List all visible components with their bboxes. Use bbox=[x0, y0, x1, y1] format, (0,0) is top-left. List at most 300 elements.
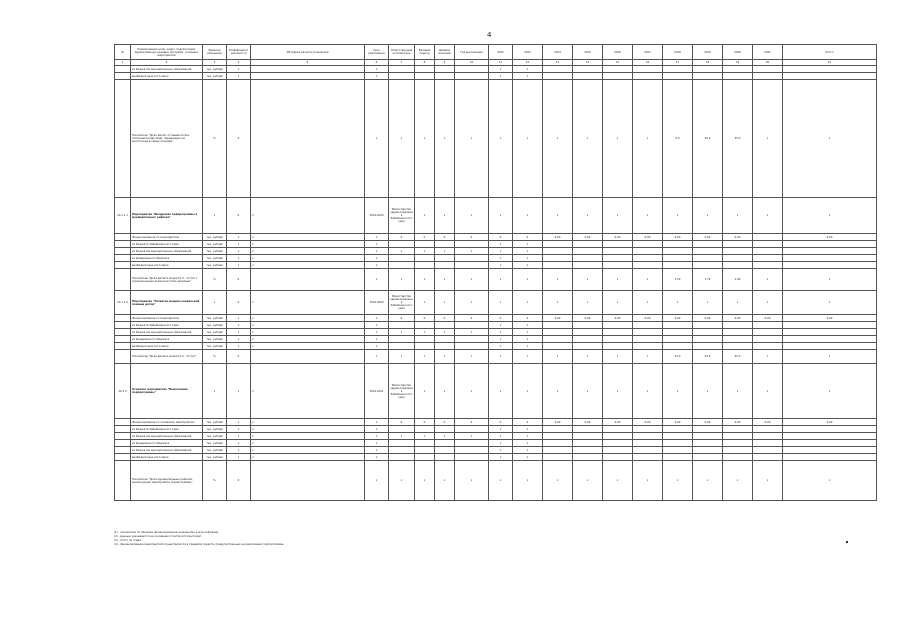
table-cell: 0 bbox=[455, 234, 489, 241]
table-cell bbox=[115, 255, 131, 262]
table-cell bbox=[435, 336, 455, 343]
table-cell bbox=[723, 322, 753, 329]
table-cell: 0,00 bbox=[723, 234, 753, 241]
table-cell bbox=[389, 336, 415, 343]
table-cell: х bbox=[365, 315, 389, 322]
table-cell: х bbox=[513, 447, 543, 454]
table-cell: 0 bbox=[389, 234, 415, 241]
table-cell bbox=[723, 241, 753, 248]
table-cell bbox=[693, 248, 723, 255]
table-cell bbox=[693, 440, 723, 447]
program-indicators-table bbox=[114, 44, 877, 501]
table-cell: 50,0 bbox=[693, 80, 723, 198]
table-cell bbox=[435, 241, 455, 248]
table-cell: 0 bbox=[227, 80, 251, 198]
table-cell bbox=[693, 329, 723, 336]
table-cell: х bbox=[227, 255, 251, 262]
table-cell: х bbox=[227, 322, 251, 329]
table-cell: 0,00 bbox=[573, 419, 603, 426]
table-cell: х bbox=[365, 454, 389, 461]
table-cell: х bbox=[415, 433, 435, 440]
table-cell bbox=[783, 447, 877, 454]
table-cell bbox=[603, 447, 633, 454]
table-cell: х bbox=[489, 454, 513, 461]
table-cell bbox=[753, 440, 783, 447]
column-index-cell: 15 bbox=[603, 60, 633, 66]
table-cell: 0,00 bbox=[603, 234, 633, 241]
table-cell bbox=[435, 262, 455, 269]
table-cell bbox=[633, 66, 663, 73]
table-cell bbox=[573, 255, 603, 262]
table-cell: 0 bbox=[227, 461, 251, 501]
table-cell: 0 bbox=[389, 315, 415, 322]
table-cell: 0,00 bbox=[633, 315, 663, 322]
table-row bbox=[115, 350, 877, 364]
table-cell: 55,0 bbox=[723, 350, 753, 364]
column-index-cell: 10 bbox=[455, 60, 489, 66]
table-cell bbox=[753, 329, 783, 336]
table-cell: тыс. рублей bbox=[203, 262, 227, 269]
table-cell: х bbox=[663, 291, 693, 315]
table-cell: х bbox=[227, 315, 251, 322]
table-cell: х bbox=[251, 336, 365, 343]
table-cell bbox=[693, 447, 723, 454]
table-row bbox=[115, 255, 877, 262]
table-cell bbox=[115, 454, 131, 461]
table-cell bbox=[783, 336, 877, 343]
table-cell: х bbox=[365, 80, 389, 198]
row-title-cell: из федерального бюджета bbox=[131, 336, 203, 343]
table-cell: х bbox=[513, 329, 543, 336]
table-cell: х bbox=[603, 350, 633, 364]
table-cell bbox=[251, 350, 365, 364]
table-cell bbox=[389, 343, 415, 350]
table-cell: х bbox=[753, 461, 783, 501]
table-cell: 0,00 bbox=[543, 234, 573, 241]
table-cell bbox=[633, 262, 663, 269]
column-header: 2013 bbox=[513, 45, 543, 60]
table-cell: х bbox=[365, 322, 389, 329]
table-cell bbox=[389, 440, 415, 447]
table-cell bbox=[603, 66, 633, 73]
table-cell bbox=[115, 269, 131, 291]
table-cell: х bbox=[489, 80, 513, 198]
table-cell bbox=[783, 73, 877, 80]
table-cell: тыс. рублей bbox=[203, 322, 227, 329]
table-cell bbox=[251, 461, 365, 501]
table-cell: тыс. рублей bbox=[203, 336, 227, 343]
column-header: Коэффициент значимости bbox=[227, 45, 251, 60]
table-cell: х bbox=[543, 350, 573, 364]
table-cell: 0,00 bbox=[693, 315, 723, 322]
table-cell: х bbox=[435, 350, 455, 364]
table-cell bbox=[415, 447, 435, 454]
table-cell: х bbox=[573, 350, 603, 364]
table-cell bbox=[573, 248, 603, 255]
table-cell bbox=[693, 322, 723, 329]
table-cell: тыс. рублей bbox=[203, 315, 227, 322]
table-cell bbox=[573, 440, 603, 447]
table-row bbox=[115, 241, 877, 248]
table-cell: х bbox=[753, 80, 783, 198]
table-cell: 2019-2021 bbox=[365, 364, 389, 419]
table-cell bbox=[415, 255, 435, 262]
table-cell bbox=[663, 343, 693, 350]
table-cell bbox=[435, 322, 455, 329]
table-cell bbox=[753, 447, 783, 454]
table-cell: х bbox=[227, 440, 251, 447]
table-cell bbox=[603, 433, 633, 440]
table-cell: тыс. рублей bbox=[203, 426, 227, 433]
table-cell: 0,00 bbox=[663, 315, 693, 322]
table-cell: х bbox=[753, 198, 783, 234]
table-cell bbox=[633, 433, 663, 440]
table-cell: х bbox=[543, 80, 573, 198]
table-cell: 0,0 bbox=[663, 80, 693, 198]
table-cell bbox=[753, 66, 783, 73]
table-cell bbox=[753, 234, 783, 241]
table-cell bbox=[573, 322, 603, 329]
table-cell bbox=[389, 255, 415, 262]
table-cell bbox=[389, 241, 415, 248]
table-cell bbox=[115, 329, 131, 336]
table-cell bbox=[753, 343, 783, 350]
table-row bbox=[115, 440, 877, 447]
table-cell: х bbox=[603, 269, 633, 291]
table-cell: 2019-2020 bbox=[365, 198, 389, 234]
table-cell: 0,00 bbox=[603, 419, 633, 426]
row-title-cell: Мероприятие "Развитие медико-социальной помощи детям" bbox=[131, 291, 203, 315]
row-title-cell: из бюджета Забайкальского края bbox=[131, 426, 203, 433]
table-cell: тыс. рублей bbox=[203, 241, 227, 248]
table-cell bbox=[415, 454, 435, 461]
table-cell bbox=[115, 262, 131, 269]
table-cell: х bbox=[365, 241, 389, 248]
table-cell: х bbox=[603, 364, 633, 419]
table-cell: х bbox=[693, 291, 723, 315]
table-cell bbox=[415, 426, 435, 433]
table-cell bbox=[455, 343, 489, 350]
table-cell bbox=[723, 454, 753, 461]
row-title-cell: Основное мероприятие "Выполнение подпрограммы" bbox=[131, 364, 203, 419]
column-index-cell: 2 bbox=[131, 60, 203, 66]
table-cell: х bbox=[513, 66, 543, 73]
table-cell: х bbox=[753, 350, 783, 364]
row-title-cell: Финансирование по мероприятию bbox=[131, 234, 203, 241]
column-index-cell: 20 bbox=[753, 60, 783, 66]
table-cell bbox=[543, 241, 573, 248]
table-cell: х bbox=[663, 364, 693, 419]
table-cell: тыс. рублей bbox=[203, 255, 227, 262]
table-cell: х bbox=[251, 329, 365, 336]
table-cell bbox=[251, 80, 365, 198]
table-cell: х bbox=[365, 248, 389, 255]
column-header: Наименование цели, задач, подпрограмм, ведомственных целевых программ, основных мероприятий bbox=[131, 45, 203, 60]
row-title-cell: Показатель "Доля муниципальных районов, реализующих мероприятия подпрограммы" bbox=[131, 461, 203, 501]
table-cell bbox=[663, 262, 693, 269]
table-cell bbox=[603, 262, 633, 269]
table-cell bbox=[603, 255, 633, 262]
table-cell: 0,00 bbox=[783, 234, 877, 241]
table-cell: х bbox=[455, 433, 489, 440]
table-cell: х bbox=[489, 262, 513, 269]
table-cell: х bbox=[365, 262, 389, 269]
row-title-cell: Показатель "Доля детей в возрасте 0 - 17 лет с ограниченными возможностями здоровья" bbox=[131, 269, 203, 291]
row-title-cell: из бюджетов муниципальных образований bbox=[131, 248, 203, 255]
scan-mark bbox=[846, 541, 848, 543]
table-cell: х bbox=[489, 241, 513, 248]
table-cell: 1,90 bbox=[723, 269, 753, 291]
table-cell bbox=[633, 426, 663, 433]
column-header: 2015 bbox=[573, 45, 603, 60]
table-cell: х bbox=[435, 198, 455, 234]
table-cell: х bbox=[389, 461, 415, 501]
table-cell bbox=[251, 73, 365, 80]
table-cell: тыс. рублей bbox=[203, 73, 227, 80]
table-cell: х bbox=[513, 248, 543, 255]
table-cell: х bbox=[435, 364, 455, 419]
table-cell: х bbox=[693, 364, 723, 419]
table-cell: х bbox=[415, 80, 435, 198]
table-cell bbox=[455, 426, 489, 433]
table-cell bbox=[543, 426, 573, 433]
table-cell bbox=[633, 241, 663, 248]
table-cell: 0 bbox=[489, 315, 513, 322]
table-cell bbox=[455, 262, 489, 269]
table-cell: 0 bbox=[227, 269, 251, 291]
table-cell bbox=[115, 419, 131, 426]
table-header-row bbox=[115, 45, 877, 60]
table-cell: х bbox=[455, 198, 489, 234]
table-cell: х bbox=[489, 350, 513, 364]
table-cell: х bbox=[251, 322, 365, 329]
table-cell bbox=[435, 440, 455, 447]
table-cell: х bbox=[753, 269, 783, 291]
table-cell: х bbox=[723, 291, 753, 315]
table-cell bbox=[389, 322, 415, 329]
table-cell bbox=[723, 440, 753, 447]
table-cell: х bbox=[783, 80, 877, 198]
table-cell: х bbox=[663, 461, 693, 501]
table-cell bbox=[115, 241, 131, 248]
table-cell bbox=[603, 322, 633, 329]
table-cell bbox=[753, 426, 783, 433]
table-cell: х bbox=[489, 426, 513, 433]
table-cell: х bbox=[513, 255, 543, 262]
row-title-cell: из бюджета Забайкальского края bbox=[131, 322, 203, 329]
table-cell: х bbox=[513, 433, 543, 440]
table-cell bbox=[693, 262, 723, 269]
footnote: (2) - данные указываются на основании отчетов исполнителей bbox=[114, 535, 201, 538]
row-title-cell: из бюджета Забайкальского края bbox=[131, 241, 203, 248]
table-cell bbox=[663, 329, 693, 336]
table-cell bbox=[543, 329, 573, 336]
row-title-cell: внебюджетные источники bbox=[131, 262, 203, 269]
table-cell: х bbox=[365, 426, 389, 433]
table-cell: х bbox=[415, 291, 435, 315]
table-cell bbox=[573, 329, 603, 336]
table-cell: Министерство здравоохранения Забайкальского края bbox=[389, 198, 415, 234]
table-cell bbox=[115, 234, 131, 241]
table-cell bbox=[435, 255, 455, 262]
table-cell bbox=[723, 255, 753, 262]
table-cell: х bbox=[415, 329, 435, 336]
column-index-cell: 9 bbox=[435, 60, 455, 66]
table-cell bbox=[603, 336, 633, 343]
table-cell: 0,00 bbox=[633, 419, 663, 426]
table-cell: х bbox=[251, 198, 365, 234]
table-cell: х bbox=[227, 433, 251, 440]
table-row bbox=[115, 198, 877, 234]
table-cell: х bbox=[783, 461, 877, 501]
table-cell bbox=[603, 426, 633, 433]
table-cell: х bbox=[489, 322, 513, 329]
table-cell: х bbox=[251, 440, 365, 447]
table-cell: х bbox=[455, 329, 489, 336]
table-cell: х bbox=[455, 269, 489, 291]
table-cell bbox=[435, 343, 455, 350]
table-cell bbox=[783, 241, 877, 248]
table-cell: 0 bbox=[415, 315, 435, 322]
table-cell bbox=[435, 447, 455, 454]
table-cell bbox=[115, 322, 131, 329]
table-cell: 0 bbox=[227, 198, 251, 234]
table-cell: х bbox=[489, 73, 513, 80]
page-number: 4 bbox=[487, 31, 492, 39]
table-cell bbox=[435, 426, 455, 433]
table-cell: х bbox=[489, 248, 513, 255]
table-cell: х bbox=[365, 329, 389, 336]
table-cell: х bbox=[633, 291, 663, 315]
table-cell: х bbox=[513, 454, 543, 461]
table-cell: х bbox=[489, 447, 513, 454]
table-cell: % bbox=[203, 350, 227, 364]
table-cell bbox=[115, 343, 131, 350]
table-cell bbox=[455, 66, 489, 73]
table-cell: х bbox=[365, 447, 389, 454]
column-header: 2019 bbox=[693, 45, 723, 60]
table-cell: 0,00 bbox=[633, 234, 663, 241]
table-cell bbox=[115, 440, 131, 447]
table-cell: 10.1.3 bbox=[115, 364, 131, 419]
row-title-cell: внебюджетные источники bbox=[131, 343, 203, 350]
table-cell: х bbox=[455, 80, 489, 198]
table-cell: х bbox=[573, 198, 603, 234]
table-cell bbox=[633, 248, 663, 255]
table-cell bbox=[663, 66, 693, 73]
table-cell: х bbox=[783, 364, 877, 419]
table-cell: х bbox=[783, 198, 877, 234]
table-cell: х bbox=[513, 336, 543, 343]
table-cell bbox=[115, 336, 131, 343]
table-cell: х bbox=[203, 291, 227, 315]
table-cell: 0,00 bbox=[573, 315, 603, 322]
row-title-cell: из бюджетов муниципальных образований bbox=[131, 66, 203, 73]
table-cell: х bbox=[513, 198, 543, 234]
table-cell bbox=[573, 426, 603, 433]
table-cell: х bbox=[633, 269, 663, 291]
table-cell bbox=[663, 322, 693, 329]
table-cell bbox=[389, 447, 415, 454]
row-title-cell: из федерального бюджета bbox=[131, 255, 203, 262]
table-cell bbox=[455, 454, 489, 461]
table-row bbox=[115, 336, 877, 343]
table-cell: х bbox=[203, 364, 227, 419]
table-cell: х bbox=[489, 433, 513, 440]
table-cell: х bbox=[365, 461, 389, 501]
table-cell bbox=[455, 447, 489, 454]
table-cell: х bbox=[723, 461, 753, 501]
table-cell bbox=[543, 66, 573, 73]
table-cell bbox=[543, 343, 573, 350]
column-index-cell: 7 bbox=[389, 60, 415, 66]
table-cell: 0 bbox=[513, 419, 543, 426]
table-cell bbox=[753, 255, 783, 262]
table-cell: х bbox=[513, 73, 543, 80]
table-cell: тыс. рублей bbox=[203, 454, 227, 461]
table-cell bbox=[783, 66, 877, 73]
table-cell: 0 bbox=[435, 419, 455, 426]
table-cell bbox=[693, 255, 723, 262]
column-header: Итого bbox=[783, 45, 877, 60]
table-cell: х bbox=[603, 80, 633, 198]
table-cell: 0 bbox=[513, 315, 543, 322]
table-cell: х bbox=[389, 433, 415, 440]
table-cell bbox=[633, 454, 663, 461]
table-cell: х bbox=[723, 198, 753, 234]
table-cell: х bbox=[573, 80, 603, 198]
table-cell bbox=[455, 255, 489, 262]
table-cell: х bbox=[227, 454, 251, 461]
table-cell bbox=[573, 66, 603, 73]
table-cell: х bbox=[633, 461, 663, 501]
table-cell: 0,00 bbox=[783, 315, 877, 322]
table-cell: х bbox=[513, 343, 543, 350]
table-cell bbox=[783, 329, 877, 336]
table-cell: х bbox=[435, 291, 455, 315]
table-cell: х bbox=[435, 461, 455, 501]
table-cell bbox=[543, 440, 573, 447]
table-cell: х bbox=[753, 291, 783, 315]
table-cell: х bbox=[513, 241, 543, 248]
table-row bbox=[115, 433, 877, 440]
table-cell: х bbox=[227, 73, 251, 80]
column-index-cell: 4 bbox=[227, 60, 251, 66]
table-cell bbox=[693, 66, 723, 73]
table-cell bbox=[415, 343, 435, 350]
row-title-cell: Мероприятие "Внедрение подпрограммы в муниципальных районах" bbox=[131, 198, 203, 234]
table-cell bbox=[415, 262, 435, 269]
table-cell: 0 bbox=[489, 234, 513, 241]
table-cell: х bbox=[365, 433, 389, 440]
table-cell: 0 bbox=[435, 315, 455, 322]
table-cell: 0,00 bbox=[663, 419, 693, 426]
table-row bbox=[115, 426, 877, 433]
table-cell: х bbox=[203, 198, 227, 234]
table-cell bbox=[633, 343, 663, 350]
table-cell: тыс. рублей bbox=[203, 343, 227, 350]
table-cell: % bbox=[203, 269, 227, 291]
table-cell: 0 bbox=[455, 419, 489, 426]
table-cell: х bbox=[227, 329, 251, 336]
table-cell: х bbox=[489, 343, 513, 350]
table-cell bbox=[753, 433, 783, 440]
row-title-cell: внебюджетные источники bbox=[131, 73, 203, 80]
table-cell bbox=[633, 255, 663, 262]
table-cell: х bbox=[415, 248, 435, 255]
column-index-cell: 1 bbox=[115, 60, 131, 66]
table-cell: х bbox=[573, 291, 603, 315]
